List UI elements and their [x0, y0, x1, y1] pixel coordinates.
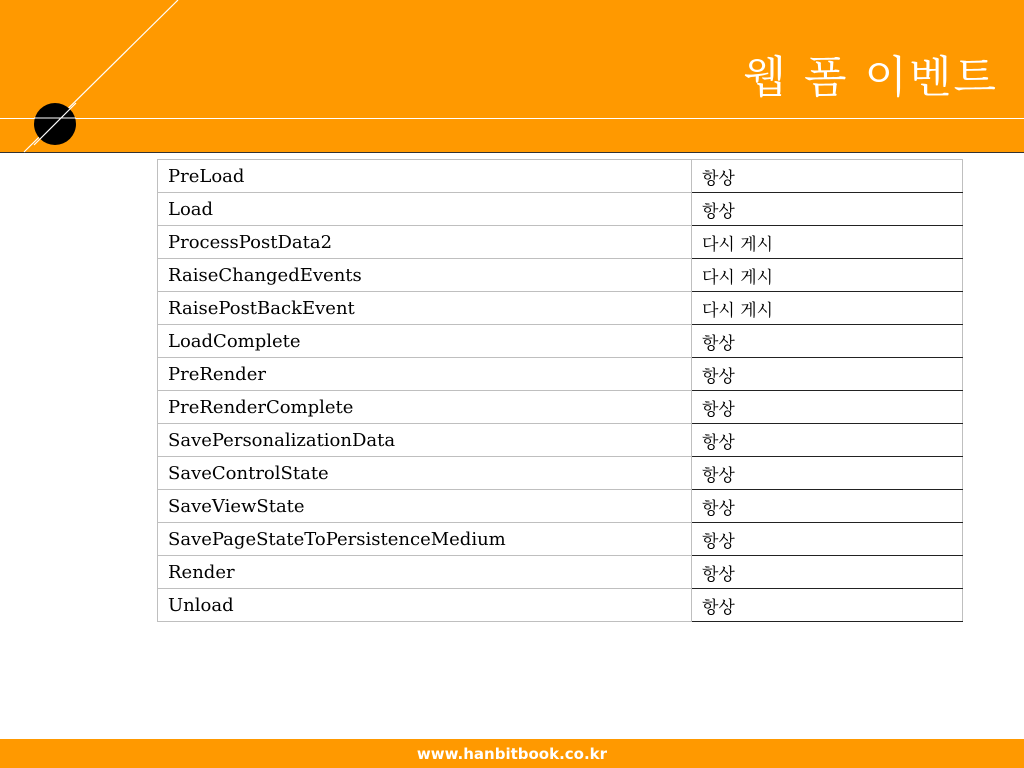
events-table — [157, 159, 963, 622]
event-occurrence-cell: 항상 — [692, 556, 963, 589]
table-row — [158, 259, 963, 292]
event-name-cell: SaveControlState — [158, 457, 692, 490]
event-name-cell: PreRenderComplete — [158, 391, 692, 424]
event-occurrence-cell: 항상 — [692, 589, 963, 622]
table-row — [158, 193, 963, 226]
event-name-cell: PreLoad — [158, 160, 692, 193]
header-banner — [0, 0, 1024, 153]
event-name-cell: SaveViewState — [158, 490, 692, 523]
table-row — [158, 391, 963, 424]
event-occurrence-cell: 항상 — [692, 490, 963, 523]
events-table-body — [158, 160, 963, 622]
table-row — [158, 490, 963, 523]
event-occurrence-cell: 항상 — [692, 358, 963, 391]
table-row — [158, 325, 963, 358]
table-row — [158, 292, 963, 325]
table-row — [158, 589, 963, 622]
event-name-cell: RaiseChangedEvents — [158, 259, 692, 292]
event-occurrence-cell: 항상 — [692, 160, 963, 193]
event-occurrence-cell: 항상 — [692, 523, 963, 556]
table-row — [158, 358, 963, 391]
table-row — [158, 523, 963, 556]
event-occurrence-cell: 항상 — [692, 325, 963, 358]
table-row — [158, 556, 963, 589]
event-name-cell: SavePageStateToPersistenceMedium — [158, 523, 692, 556]
table-row — [158, 160, 963, 193]
event-occurrence-cell: 다시 게시 — [692, 226, 963, 259]
page-title: 웹 폼 이벤트 — [743, 52, 998, 103]
table-row — [158, 424, 963, 457]
decorative-circle-icon — [0, 0, 200, 160]
event-name-cell: Render — [158, 556, 692, 589]
event-occurrence-cell: 다시 게시 — [692, 292, 963, 325]
event-name-cell: ProcessPostData2 — [158, 226, 692, 259]
event-occurrence-cell: 항상 — [692, 391, 963, 424]
event-occurrence-cell: 항상 — [692, 424, 963, 457]
footer-bar — [0, 739, 1024, 768]
event-name-cell: Load — [158, 193, 692, 226]
event-name-cell: Unload — [158, 589, 692, 622]
footer-url[interactable]: www.hanbitbook.co.kr — [416, 745, 608, 763]
event-name-cell: RaisePostBackEvent — [158, 292, 692, 325]
event-occurrence-cell: 항상 — [692, 193, 963, 226]
table-row — [158, 457, 963, 490]
event-name-cell: LoadComplete — [158, 325, 692, 358]
event-occurrence-cell: 항상 — [692, 457, 963, 490]
table-row — [158, 226, 963, 259]
event-occurrence-cell: 다시 게시 — [692, 259, 963, 292]
event-name-cell: SavePersonalizationData — [158, 424, 692, 457]
event-name-cell: PreRender — [158, 358, 692, 391]
